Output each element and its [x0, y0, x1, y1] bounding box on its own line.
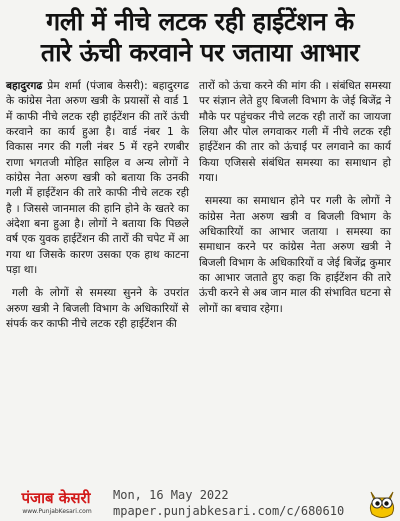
- logo-name: पंजाब केसरी: [21, 489, 91, 507]
- headline-line-1: गली में नीचे लटक रही हाईटेंशन के: [46, 7, 354, 36]
- dateline: बहादुरगढ: [6, 80, 43, 92]
- edition-date: Mon, 16 May 2022: [113, 488, 229, 502]
- headline: [0, 6, 400, 68]
- edition-url[interactable]: mpaper.punjabkesari.com/c/680610: [113, 504, 345, 518]
- article-paragraph: तारों को ऊंचा करने की मांग की । संबंधित समस्या पर संज्ञान लेते हुए बिजली विभाग के जेई बिजेंद्र ने मौके पर पहुंचकर नीचे लटक रही तारों का जायजा लिया और पोल लगवाकर गली में नीचे लटक रही हाईटेंशन की तार को ऊंचाई पर लगवाने का कार्य किया एजिससे संबंधित समस्या का समाधान हो गया।: [199, 80, 391, 185]
- owl-icon: [364, 486, 400, 520]
- headline-line-2: तारे ऊंची करवाने पर जताया आभार: [40, 38, 360, 67]
- paragraph-text: प्रेम शर्मा (पंजाब केसरी): बहादुरगढ के कांग्रेस नेता अरुण खत्री के प्रयासों से वार्ड 1 में काफी नीचे लटक रही हाईटेंशन की तारें ऊंची करवाने का कार्य हुआ है। वार्ड नंबर 1 के विकास नगर की गली नंबर 5 में रहने रणबीर राणा भगतजी मोहित साहिल व अन्य लोगों ने कांग्रेस नेता अरुण खत्री को बताया कि उनकी गली में हाईटेंशन की तारे काफी नीचे लटक रही है । जिससे जानमाल की हानि होने के खतरे का अंदेशा बना हुआ है। लोगों ने बताया कि पिछले वर्ष एक युवक हाईटेंशन की तारों की चपेट में आ गया था जिसके कारण उसका एक हाथ काटना पड़ा था।: [6, 80, 189, 277]
- article-paragraph: समस्या का समाधान होने पर गली के लोगों ने कांग्रेस नेता अरुण खत्री व बिजली विभाग के अधिकारियों का आभार जताया । समस्या का समाधान करने पर कांग्रेस नेता अरुण खत्री ने बिजली विभाग के अधिकारियों व जेई बिजेंद्र कुमार का आभार जताते हुए कहा कि हाईटेंशन की तारे ऊंची करने से अब जान माल की संभावित घटना से लोगों का बचाव रहेगा।: [199, 195, 391, 315]
- article-column-right: [199, 79, 391, 317]
- article-paragraph: गली के लोगों से समस्या सुनने के उपरांत अरुण खत्री ने बिजली विभाग के अधिकारियों से संपर्क कर काफी नीचे लटक रही हाईटेंशन की: [6, 287, 189, 331]
- publication-logo[interactable]: [8, 488, 104, 518]
- article-column-left: [6, 79, 189, 333]
- article-paragraph: [6, 79, 189, 278]
- footer: [0, 486, 400, 521]
- logo-url: www.PunjabKesari.com: [22, 508, 92, 515]
